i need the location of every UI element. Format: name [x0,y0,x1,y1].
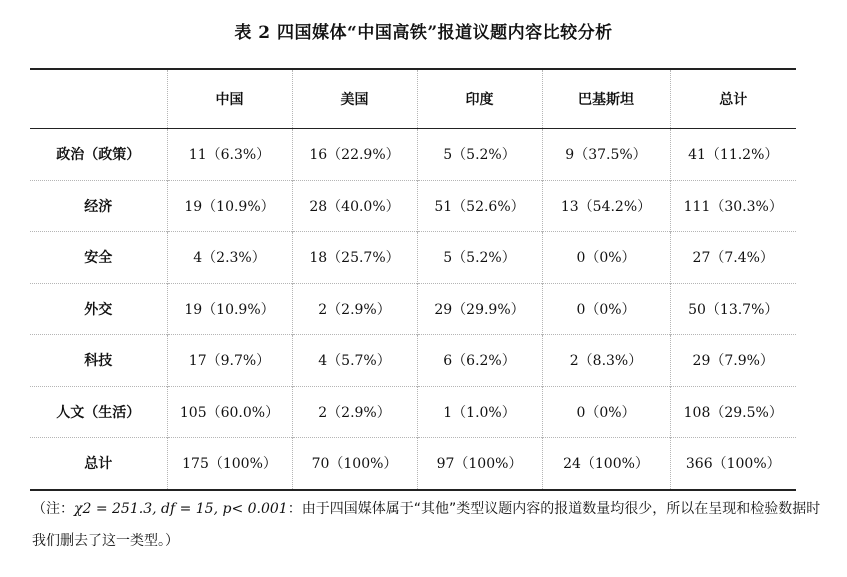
table-cell: 70（100%） [292,438,417,490]
table-cell: 0（0%） [542,283,670,335]
row-label: 经济 [30,180,167,232]
table-cell: 1（1.0%） [417,386,542,438]
table-cell: 9（37.5%） [542,129,670,181]
table-cell: 5（5.2%） [417,232,542,284]
table-cell: 97（100%） [417,438,542,490]
table-cell: 16（22.9%） [292,129,417,181]
note-statistics: χ2 = 251.3, df = 15, p< 0.001 [74,501,288,517]
row-label: 人文（生活） [30,386,167,438]
table-cell: 19（10.9%） [167,180,292,232]
row-label: 政治（政策） [56,147,141,164]
table-cell: 2（8.3%） [542,335,670,387]
row-label: 科技 [30,335,167,387]
table-total-row [30,438,796,490]
table-cell: 4（2.3%） [167,232,292,284]
table-cell: 105（60.0%） [167,386,292,438]
table-cell: 0（0%） [542,232,670,284]
table-cell: 17（9.7%） [167,335,292,387]
table-cell: 27（7.4%） [670,232,796,284]
table-cell: 50（13.7%） [670,283,796,335]
column-header: 巴基斯坦 [542,69,670,129]
table-row [30,335,796,387]
table-cell: 51（52.6%） [417,180,542,232]
table-cell: 24（100%） [542,438,670,490]
table-row [30,180,796,232]
comparison-table [30,68,796,491]
table-cell: 11（6.3%） [167,129,292,181]
table-title: 表 2 四国媒体“中国高铁”报道议题内容比较分析 [234,23,613,43]
table-row [30,283,796,335]
table-cell: 13（54.2%） [542,180,670,232]
table-cell: 5（5.2%） [417,129,542,181]
table-cell: 4（5.7%） [292,335,417,387]
table-cell: 18（25.7%） [292,232,417,284]
table-cell: 29（7.9%） [670,335,796,387]
table-footnote [32,493,832,557]
table-cell: 6（6.2%） [417,335,542,387]
table-row [30,129,796,181]
row-label: 外交 [30,283,167,335]
column-header: 印度 [417,69,542,129]
table-cell: 366（100%） [670,438,796,490]
table-row [30,386,796,438]
table-cell: 2（2.9%） [292,283,417,335]
table-row [30,232,796,284]
table-cell: 108（29.5%） [670,386,796,438]
table-cell: 0（0%） [542,386,670,438]
table-cell: 19（10.9%） [167,283,292,335]
table-cell: 28（40.0%） [292,180,417,232]
column-header: 总计 [670,69,796,129]
table-header-row [30,69,796,129]
row-label: 总计 [30,438,167,490]
table-cell: 175（100%） [167,438,292,490]
note-text: ：由于四国媒体属于“其他”类型议题内容的报道数量均很少，所以在呈现和检验数据时我们删去了这一类型。） [32,501,821,549]
column-header: 美国 [292,69,417,129]
table-cell: 29（29.9%） [417,283,542,335]
table-cell: 111（30.3%） [670,180,796,232]
column-header: 中国 [167,69,292,129]
corner-cell [30,69,167,129]
table-cell: 2（2.9%） [292,386,417,438]
table-cell: 41（11.2%） [670,129,796,181]
row-label: 安全 [30,232,167,284]
note-prefix: （注： [32,501,74,517]
